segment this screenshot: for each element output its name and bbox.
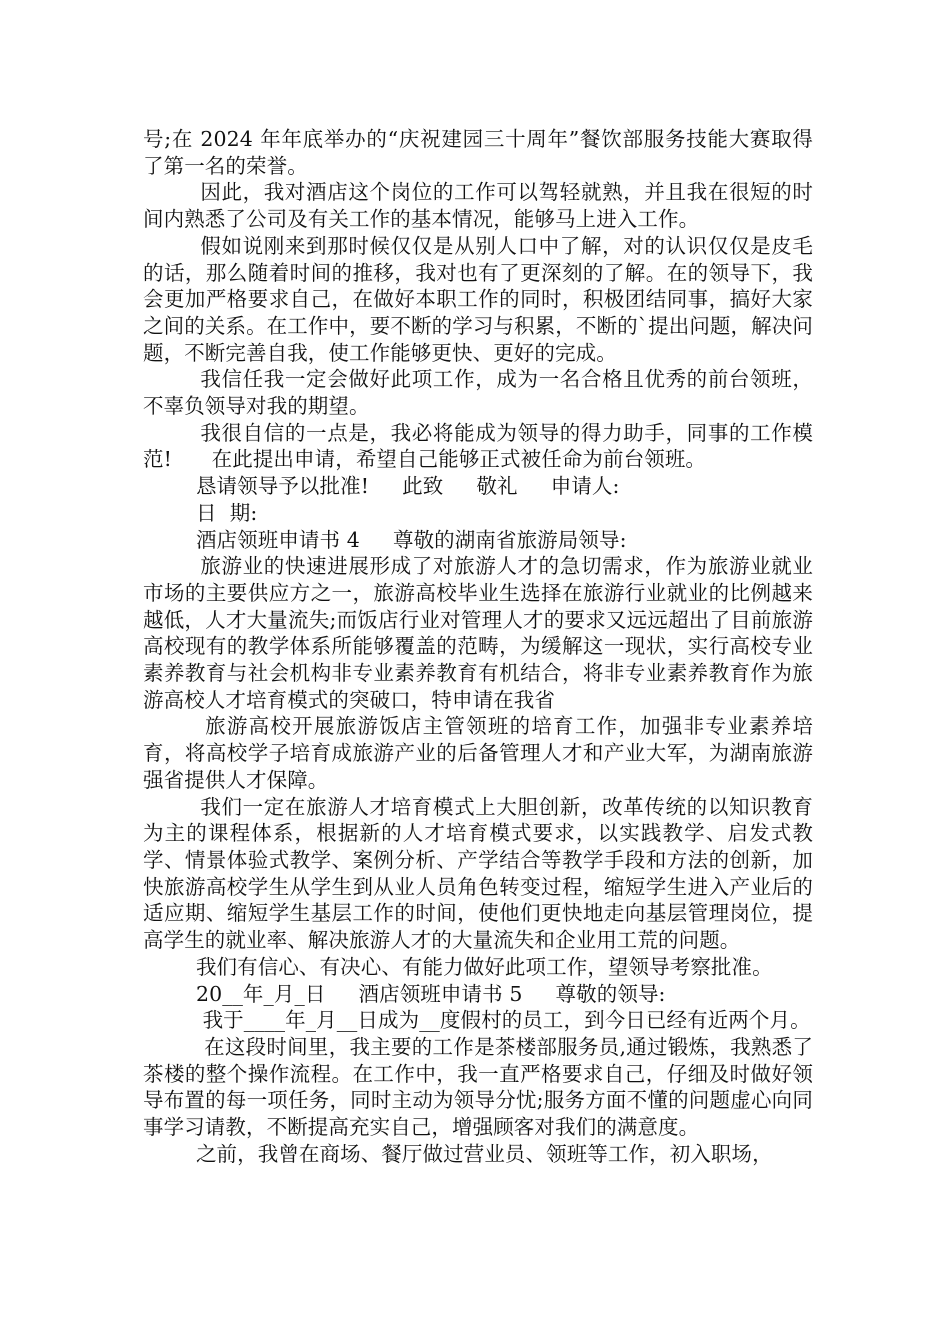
paragraph-11: 我们一定在旅游人才培育模式上大胆创新，改革传统的以知识教育为主的课程体系，根据新的人才培育模式要求，以实践教学、启发式教学、情景体验式教学、案例分析、产学结合等教学手段和方法的创新，加快旅游高校学生从学生到从业人员角色转变过程，缩短学生进入产业后的适应期、缩短学生基层工作的时间，使他们更快地走向基层管理岗位，提高学生的就业率、解决旅游人才的大量流失和企业用工荒的问题。: [143, 794, 813, 953]
paragraph-2: 因此，我对酒店这个岗位的工作可以驾轻就熟，并且我在很短的时间内熟悉了公司及有关工作的基本情况，能够马上进入工作。: [143, 180, 813, 232]
paragraph-5: 我很自信的一点是，我必将能成为领导的得力助手，同事的工作模范! 在此提出申请，希望自己能够正式被任命为前台领班。: [143, 420, 813, 472]
paragraph-6: 恳请领导予以批准! 此致 敬礼 申请人:: [143, 474, 620, 499]
paragraph-16: 之前，我曾在商场、餐厅做过营业员、领班等工作，初入职场，: [143, 1141, 773, 1166]
paragraph-4: 我信任我一定会做好此项工作，成为一名合格且优秀的前台领班，不辜负领导对我的期望。: [143, 367, 813, 419]
paragraph-7: 日 期:: [143, 500, 258, 525]
paragraph-1: 号;在 2024 年年底举办的“庆祝建园三十周年”餐饮部服务技能大赛取得了第一名的荣誉。: [143, 127, 813, 178]
paragraph-9: 旅游业的快速进展形成了对旅游人才的急切需求，作为旅游业就业市场的主要供应方之一，旅游高校毕业生选择在旅游行业就业的比例越来越低，人才大量流失;而饭店行业对管理人才的要求又远远超出了目前旅游高校现有的教学体系所能够覆盖的范畴，为缓解这一现状，实行高校专业素养教育与社会机构非专业素养教育有机结合，将非专业素养教育作为旅游高校人才培育模式的突破口，特申请在我省: [143, 554, 813, 712]
paragraph-10: 旅游高校开展旅游饭店主管领班的培育工作，加强非专业素养培育，将高校学子培育成旅游产业的后备管理人才和产业大军，为湖南旅游强省提供人才保障。: [143, 714, 813, 792]
paragraph-12: 我们有信心、有决心、有能力做好此项工作，望领导考察批准。: [143, 954, 773, 979]
paragraph-14: 我于____年_月__日成为__度假村的员工，到今日已经有近两个月。: [143, 1008, 811, 1033]
paragraph-8: 酒店领班申请书 4 尊敬的湖南省旅游局领导:: [143, 527, 627, 552]
paragraph-3: 假如说刚来到那时候仅仅是从别人口中了解，对的认识仅仅是皮毛的话，那么随着时间的推移，我对也有了更深刻的了解。在的领导下，我会更加严格要求自己，在做好本职工作的同时，积极团结同事，搞好大家之间的关系。在工作中，要不断的学习与积累，不断的`提出问题，解决问题，不断完善自我，使工作能够更快、更好的完成。: [143, 233, 813, 365]
paragraph-15: 在这段时间里，我主要的工作是茶楼部服务员,通过锻炼，我熟悉了茶楼的整个操作流程。在工作中，我一直严格要求自己，仔细及时做好领导布置的每一项任务，同时主动为领导分忧;服务方面不懂的问题虚心向同事学习请教，不断提高充实自己，增强顾客对我们的满意度。: [143, 1034, 813, 1140]
paragraph-13: 20__年_月_日 酒店领班申请书 5 尊敬的领导:: [143, 981, 666, 1006]
document-body: [143, 126, 813, 1167]
